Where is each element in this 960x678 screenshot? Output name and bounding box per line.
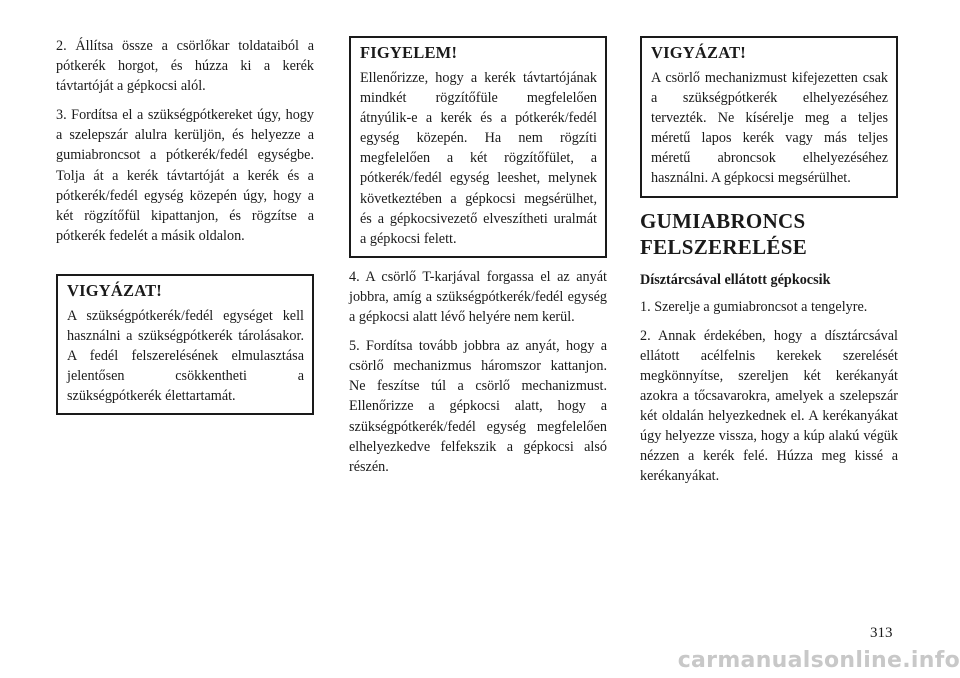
caution-box (349, 36, 607, 258)
caution-text: Ellenőrizze, hogy a kerék távtartójának mindkét rögzítőfüle megfelelően átnyúlik-e a kerék és a pótkerék/fedél egység közepén. Ha nem rögzíti megfelelően a két rögzítőfület, a pótkerék/fedél egység leeshet, melynek következtében a gépkocsi megsérülhet, és a gépkocsivezető elveszítheti uralmát a gépkocsi felett. (360, 70, 597, 247)
caution-title: FIGYELEM! (360, 43, 458, 62)
step-4-paragraph: 4. A csörlő T-karjával forgassa el az anyát jobbra, amíg a szükségpótkerék/fedél egység a gépkocsi alatt lévő helyére nem kerül. (349, 268, 607, 326)
step-3-paragraph: 3. Fordítsa el a szükségpótkereket úgy, hogy a szelepszár alulra kerüljön, és helyezze a gumiabroncsot a pótkerék/fedél egységbe. Tolja át a kerék távtartóját a kerék és a pótkerék/fedél egység közepén úgy, hogy a két rögzítőfül kipattanjon, és rögzítse a pótkerék fedelét a másik oldalon. (56, 107, 314, 244)
column-left (56, 36, 314, 424)
warning-text: A szükségpótkerék/fedél egységet kell használni a szükségpótkerék tárolásakor. A fedél felszerelésének elmulasztása jelentősen csökkentheti a szükségpótkerék élettartamát. (67, 307, 304, 405)
section-heading (640, 208, 898, 260)
warning-title: VIGYÁZAT! (651, 43, 746, 62)
subheading: Dísztárcsával ellátott gépkocsik (640, 271, 831, 288)
warning-title: VIGYÁZAT! (67, 280, 162, 300)
step-2-paragraph: 2. Annak érdekében, hogy a dísztárcsával ellátott acélfelnis kerekek szerelését megkönnyítse, szereljen két kerékanyát azokra a tőcsavarokra, amelyek a szelepszár két oldalán helyezkednek el. A kerékanyákat úgy helyezze vissza, hogy a kúp alakú végük nézzen a kerék felé. Húzza meg kissé a kerékanyákat. (640, 327, 898, 485)
page-number: 313 (870, 625, 893, 641)
column-middle (349, 36, 607, 486)
section-heading-line-2: FELSZERELÉSE (640, 234, 808, 259)
section-heading-line-1: GUMIABRONCS (640, 208, 806, 233)
step-5-paragraph: 5. Fordítsa tovább jobbra az anyát, hogy a csörlő mechanizmus háromszor kattanjon. Ne feszítse túl a csörlő mechanizmust. Ellenőrizze a gépkocsi alatt, hogy a szükségpótkerék/fedél egység megfelelően elhelyezkedve felfekszik a gépkocsi alsó részén. (349, 338, 607, 475)
step-2-paragraph: 2. Állítsa össze a csörlőkar toldataiból a pótkerék horgot, és húzza ki a kerék távtartóját a gépkocsi alól. (56, 38, 314, 95)
watermark: carmanualsonline.info (677, 648, 960, 673)
warning-box (640, 36, 898, 198)
column-right (640, 36, 898, 495)
warning-box (56, 274, 314, 415)
step-1-paragraph: 1. Szerelje a gumiabroncsot a tengelyre. (640, 298, 868, 315)
warning-text: A csörlő mechanizmust kifejezetten csak a szükségpótkerék elhelyezéséhez tervezték. Ne kísérelje meg a teljes méretű lapos kerék vagy más teljes méretű abroncsok elhelyezéséhez használni. A gépkocsi megsérülhet. (651, 70, 888, 187)
